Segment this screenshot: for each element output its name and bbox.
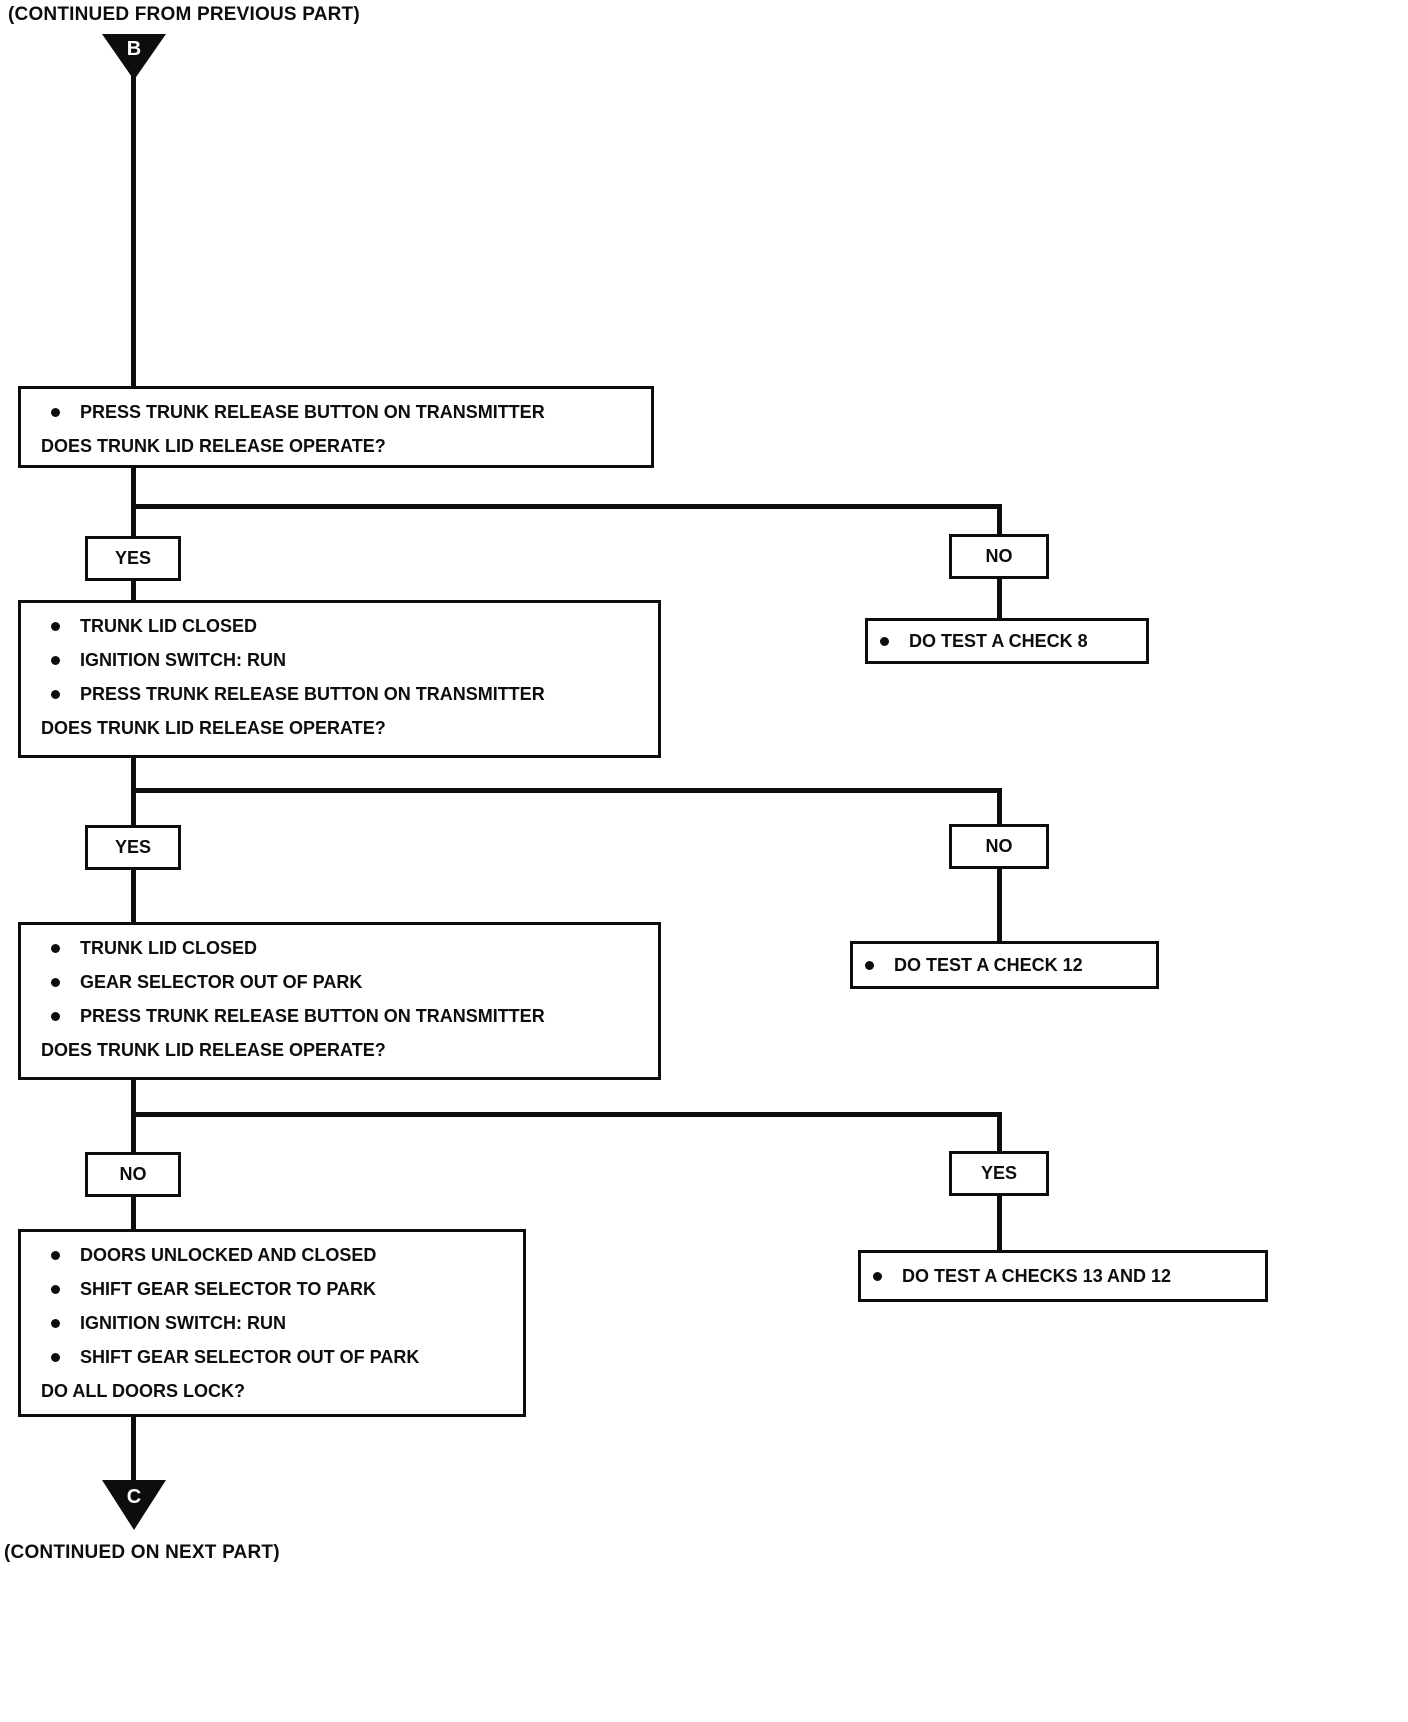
bullet-icon [865,961,874,970]
step3-bullet-row [41,965,646,999]
connector-line [131,1195,136,1230]
step1-branch-yes: YES [85,536,181,581]
connector-line [131,579,136,601]
step2-branch-yes: YES [85,825,181,870]
step2-bullet-text: PRESS TRUNK RELEASE BUTTON ON TRANSMITTER [80,684,545,704]
step2-bullet-row [41,677,646,711]
step2-action-box [850,941,1159,989]
step1-bullet-row [41,395,639,429]
connector-line [997,577,1002,619]
continued-on-note: (CONTINUED ON NEXT PART) [4,1542,280,1563]
step3-branch-yes: YES [949,1151,1049,1196]
step3-bullet-text: PRESS TRUNK RELEASE BUTTON ON TRANSMITTER [80,1006,545,1026]
step2-bullet-row [41,609,646,643]
step1-process-box [18,386,654,468]
connector-line [131,1078,136,1114]
bullet-icon [51,944,60,953]
connector-line [997,1114,1002,1152]
step4-bullet-row [41,1238,511,1272]
step4-bullet-text: SHIFT GEAR SELECTOR TO PARK [80,1279,377,1299]
connector-line [131,756,136,790]
step2-bullet-text: IGNITION SWITCH: RUN [80,650,286,670]
step3-process-box [18,922,661,1080]
step4-bullet-text: SHIFT GEAR SELECTOR OUT OF PARK [80,1347,420,1367]
step3-bullet-text: TRUNK LID CLOSED [80,938,257,958]
connector-line [997,790,1002,825]
step4-bullet-row [41,1340,511,1374]
step4-bullet-text: IGNITION SWITCH: RUN [80,1313,286,1333]
connector-line [131,1415,136,1481]
step2-action-text: DO TEST A CHECK 12 [894,954,1083,975]
step2-process-box [18,600,661,758]
step3-bullet-row [41,931,646,965]
step2-bullet-row [41,643,646,677]
bullet-icon [51,690,60,699]
bullet-icon [51,408,60,417]
step3-bullet-row [41,999,646,1033]
step2-branch-no: NO [949,824,1049,869]
bullet-icon [51,1353,60,1362]
connector-line [131,1114,136,1153]
connector-line [997,867,1002,942]
step1-branch-no: NO [949,534,1049,579]
bullet-icon [51,1285,60,1294]
step1-bullet-text: PRESS TRUNK RELEASE BUTTON ON TRANSMITTER [80,402,545,422]
step4-question: DO ALL DOORS LOCK? [41,1381,245,1401]
connector-line [131,868,136,923]
step3-branch-no: NO [85,1152,181,1197]
step1-question: DOES TRUNK LID RELEASE OPERATE? [41,436,386,456]
step3-action-text: DO TEST A CHECKS 13 AND 12 [902,1265,1172,1286]
step4-bullet-text: DOORS UNLOCKED AND CLOSED [80,1245,377,1265]
connector-line [131,1112,1002,1117]
connector-line [131,790,136,826]
connector-line [131,506,136,536]
connector-line [997,1194,1002,1251]
bullet-icon [51,622,60,631]
connector-line [131,504,1002,509]
step1-action-text: DO TEST A CHECK 8 [909,630,1088,651]
bullet-icon [51,1012,60,1021]
entry-connector-label: B [126,38,142,60]
exit-connector-label: C [126,1486,142,1508]
step4-bullet-row [41,1272,511,1306]
connector-line [997,506,1002,534]
bullet-icon [51,656,60,665]
exit-connector [101,1479,167,1531]
step2-bullet-text: TRUNK LID CLOSED [80,616,257,636]
continued-from-note: (CONTINUED FROM PREVIOUS PART) [8,4,360,25]
step3-question: DOES TRUNK LID RELEASE OPERATE? [41,1040,386,1060]
step4-process-box [18,1229,526,1417]
bullet-icon [51,1319,60,1328]
step1-action-box [865,618,1149,664]
step2-question: DOES TRUNK LID RELEASE OPERATE? [41,718,386,738]
connector-line [131,788,1002,793]
step4-bullet-row [41,1306,511,1340]
connector-line [131,72,136,386]
bullet-icon [51,978,60,987]
step3-action-box [858,1250,1268,1302]
step3-bullet-text: GEAR SELECTOR OUT OF PARK [80,972,363,992]
connector-line [131,466,136,506]
bullet-icon [873,1272,882,1281]
bullet-icon [880,637,889,646]
bullet-icon [51,1251,60,1260]
